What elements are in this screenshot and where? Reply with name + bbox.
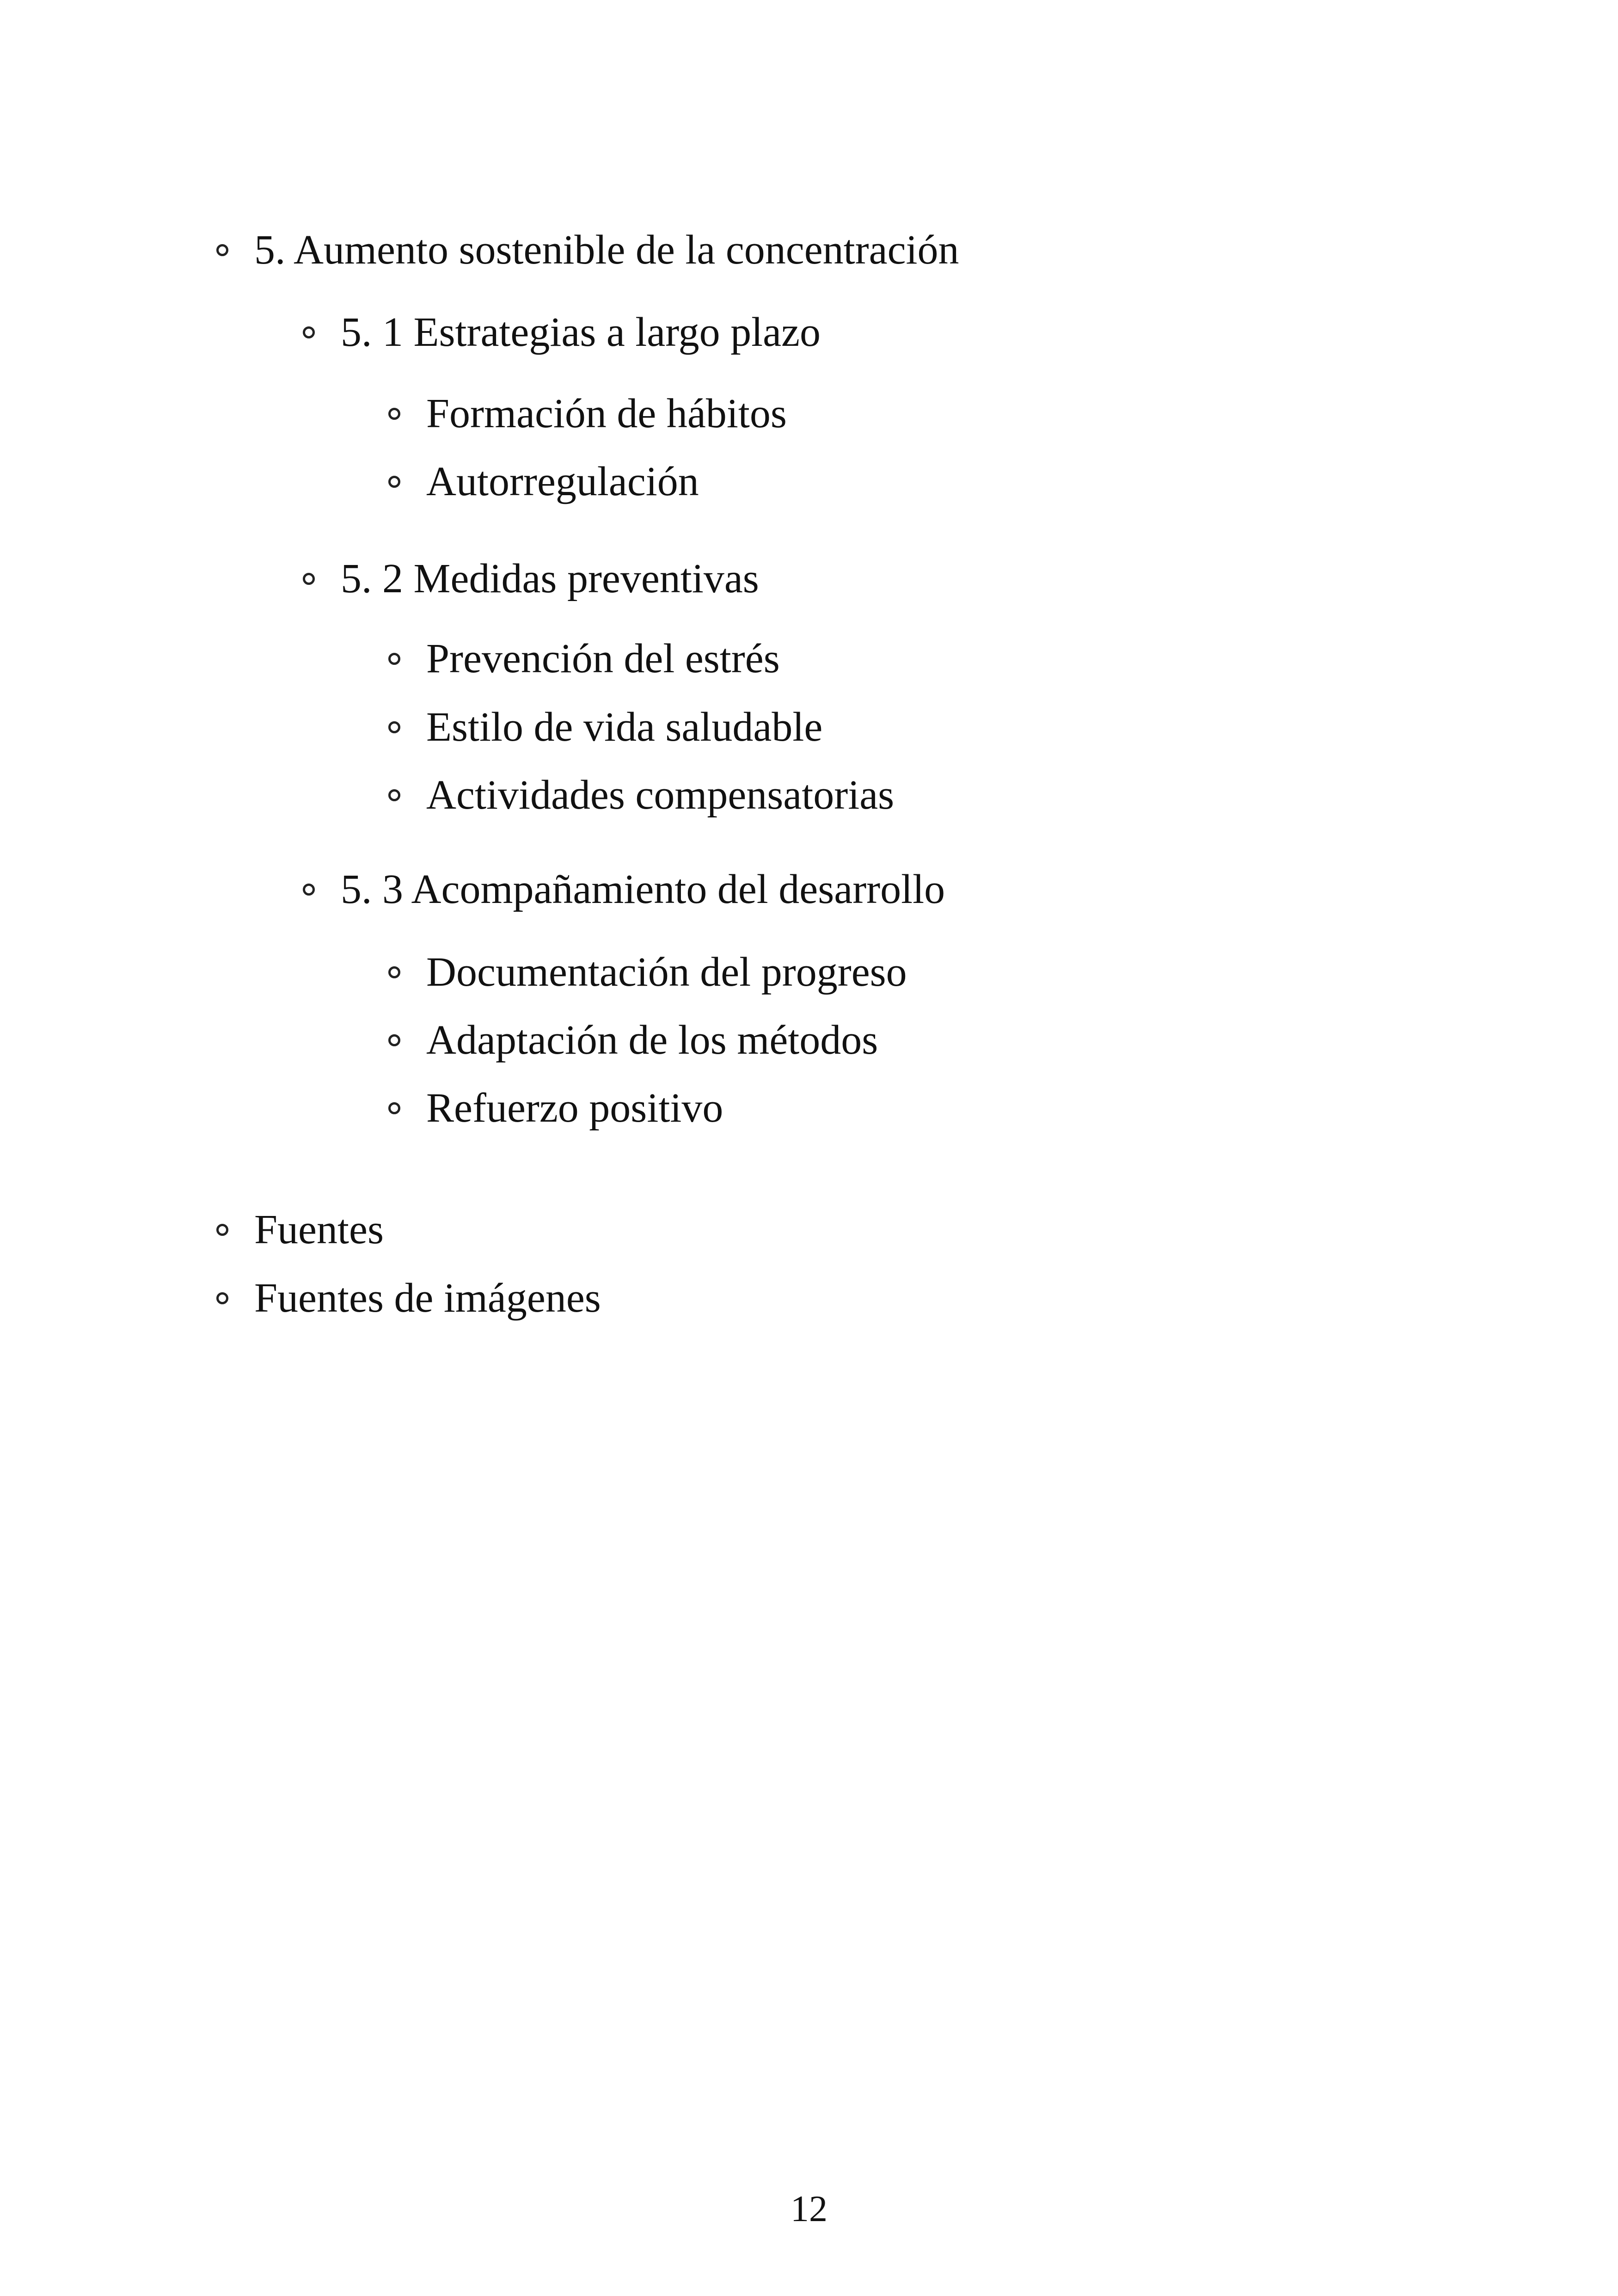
hollow-circle-bullet-icon [388, 476, 400, 488]
toc-item [388, 461, 699, 503]
hollow-circle-bullet-icon [216, 1224, 228, 1236]
toc-item-label: Prevención del estrés [426, 636, 780, 681]
toc-item [388, 774, 894, 816]
toc-subsection-5-2-title: 5. 2 Medidas preventivas [341, 556, 759, 602]
toc-sources-label: Fuentes [254, 1207, 384, 1252]
hollow-circle-bullet-icon [303, 573, 315, 585]
hollow-circle-bullet-icon [388, 1102, 400, 1114]
toc-item [388, 1019, 878, 1061]
hollow-circle-bullet-icon [388, 653, 400, 665]
hollow-circle-bullet-icon [216, 1292, 228, 1304]
toc-subsection-5-1 [303, 309, 821, 355]
hollow-circle-bullet-icon [303, 326, 315, 338]
toc-item [388, 949, 907, 995]
toc-subsection-5-2 [303, 558, 759, 600]
toc-item-label: Refuerzo positivo [426, 1085, 723, 1131]
toc-item [388, 393, 787, 435]
hollow-circle-bullet-icon [303, 884, 315, 896]
toc-item-label: Actividades compensatorias [426, 772, 895, 818]
hollow-circle-bullet-icon [388, 408, 400, 420]
toc-item [388, 706, 822, 748]
toc-item [388, 1087, 723, 1129]
toc-subsection-5-1-title: 5. 1 Estrategias a largo plazo [341, 309, 821, 355]
hollow-circle-bullet-icon [388, 1034, 400, 1046]
page-number: 12 [791, 2189, 827, 2229]
toc-item [388, 638, 780, 680]
toc-subsection-5-3 [303, 866, 945, 912]
toc-image-sources-label: Fuentes de imágenes [254, 1275, 601, 1321]
toc-item-label: Formación de hábitos [426, 391, 787, 436]
hollow-circle-bullet-icon [216, 244, 228, 256]
toc-item-label: Estilo de vida saludable [426, 704, 823, 750]
hollow-circle-bullet-icon [388, 721, 400, 733]
toc-item-label: Autorregulación [426, 459, 699, 504]
hollow-circle-bullet-icon [388, 966, 400, 978]
toc-section-5 [216, 229, 959, 271]
toc-section-5-title: 5. Aumento sostenible de la concentración [254, 227, 959, 273]
toc-image-sources [216, 1277, 601, 1319]
toc-sources [216, 1209, 384, 1251]
toc-item-label: Adaptación de los métodos [426, 1017, 878, 1063]
hollow-circle-bullet-icon [388, 789, 400, 801]
toc-item-label: Documentación del progreso [426, 949, 907, 995]
toc-subsection-5-3-title: 5. 3 Acompañamiento del desarrollo [341, 866, 945, 912]
